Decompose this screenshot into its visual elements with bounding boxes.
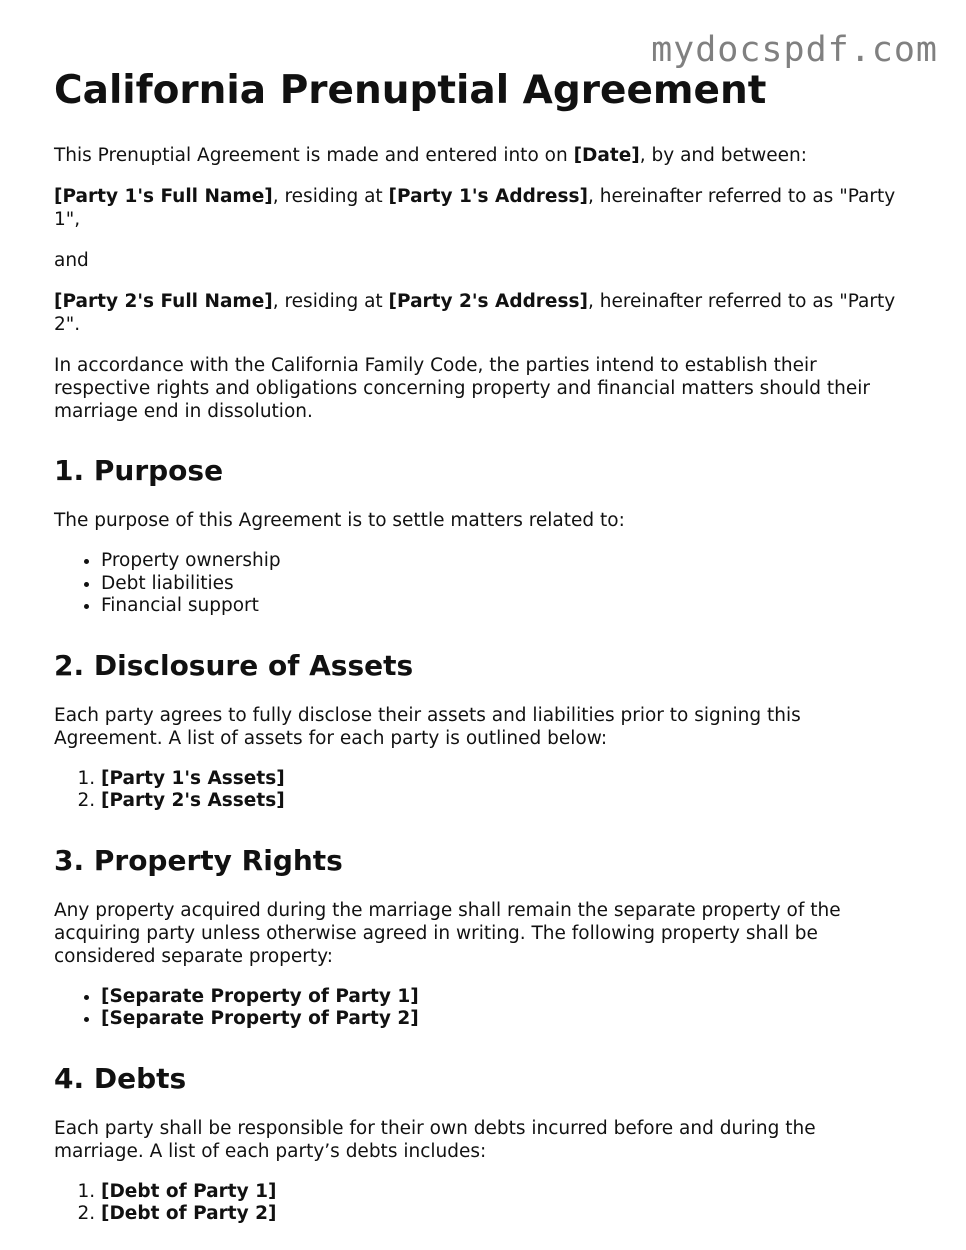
separate-property-list (54, 986, 904, 1031)
purpose-list (54, 550, 904, 618)
party-1-paragraph (54, 185, 904, 231)
intro-text: This Prenuptial Agreement is made and entered into on (54, 145, 574, 166)
list-item (101, 1008, 904, 1031)
party-1-name-placeholder: [Party 1's Full Name] (54, 186, 273, 207)
party-1-reference: , hereinafter referred to as "Party 1", (54, 186, 896, 230)
party-1-address-placeholder: [Party 1's Address] (388, 186, 588, 207)
debts-list (54, 1181, 904, 1226)
party-2-reference: , hereinafter referred to as "Party 2". (54, 291, 896, 335)
list-item (101, 1203, 904, 1226)
party-2-paragraph (54, 290, 904, 336)
list-item: • Financial support (101, 595, 904, 618)
watermark: mydocspdf.com (651, 30, 938, 70)
list-item (101, 790, 904, 813)
section-text-purpose: The purpose of this Agreement is to settle matters related to: (54, 510, 625, 531)
section-heading-property-rights: 3. Property Rights (54, 843, 343, 877)
and-paragraph: and (54, 250, 89, 271)
intro-paragraph (54, 144, 904, 167)
debt-party-1-placeholder: [Debt of Party 1] (101, 1180, 277, 1202)
section-text-disclosure: Each party agrees to fully disclose their assets and liabilities prior to signing this Agreement. A list of assets for each party is outlined below: (54, 704, 801, 749)
party-2-name-placeholder: [Party 2's Full Name] (54, 291, 273, 312)
date-placeholder: [Date] (573, 145, 640, 166)
list-item (101, 986, 904, 1009)
assets-list (54, 768, 904, 813)
section-text-property-rights: Any property acquired during the marriage shall remain the separate property of the acquiring party unless otherwise agreed in writing. The following property shall be considered separate property: (54, 899, 841, 967)
section-text-debts: Each party shall be responsible for their own debts incurred before and during the marriage. A list of each party’s debts includes: (54, 1117, 816, 1162)
accordance-paragraph: In accordance with the California Family Code, the parties intend to establish their respective rights and obligations concerning property and financial matters should their marriage end in dissolution. (54, 355, 870, 422)
residing-text: , residing at (272, 291, 389, 312)
section-heading-disclosure: 2. Disclosure of Assets (54, 648, 414, 682)
list-item: • Property ownership (101, 550, 904, 573)
list-item (101, 768, 904, 791)
separate-property-party-2-placeholder: [Separate Property of Party 2] (101, 1008, 419, 1029)
document-title: California Prenuptial Agreement (54, 68, 767, 113)
list-item: • Debt liabilities (101, 573, 904, 596)
party-1-assets-placeholder: [Party 1's Assets] (101, 767, 285, 789)
debt-party-2-placeholder: [Debt of Party 2] (101, 1203, 277, 1224)
document-page (54, 66, 904, 1240)
section-heading-purpose: 1. Purpose (54, 454, 224, 487)
intro-text: , by and between: (639, 145, 807, 166)
section-heading-debts: 4. Debts (54, 1061, 187, 1095)
separate-property-party-1-placeholder: [Separate Property of Party 1] (101, 985, 419, 1007)
list-item (101, 1181, 904, 1204)
party-2-assets-placeholder: [Party 2's Assets] (101, 790, 285, 811)
party-2-address-placeholder: [Party 2's Address] (388, 291, 588, 312)
residing-text: , residing at (272, 186, 389, 207)
